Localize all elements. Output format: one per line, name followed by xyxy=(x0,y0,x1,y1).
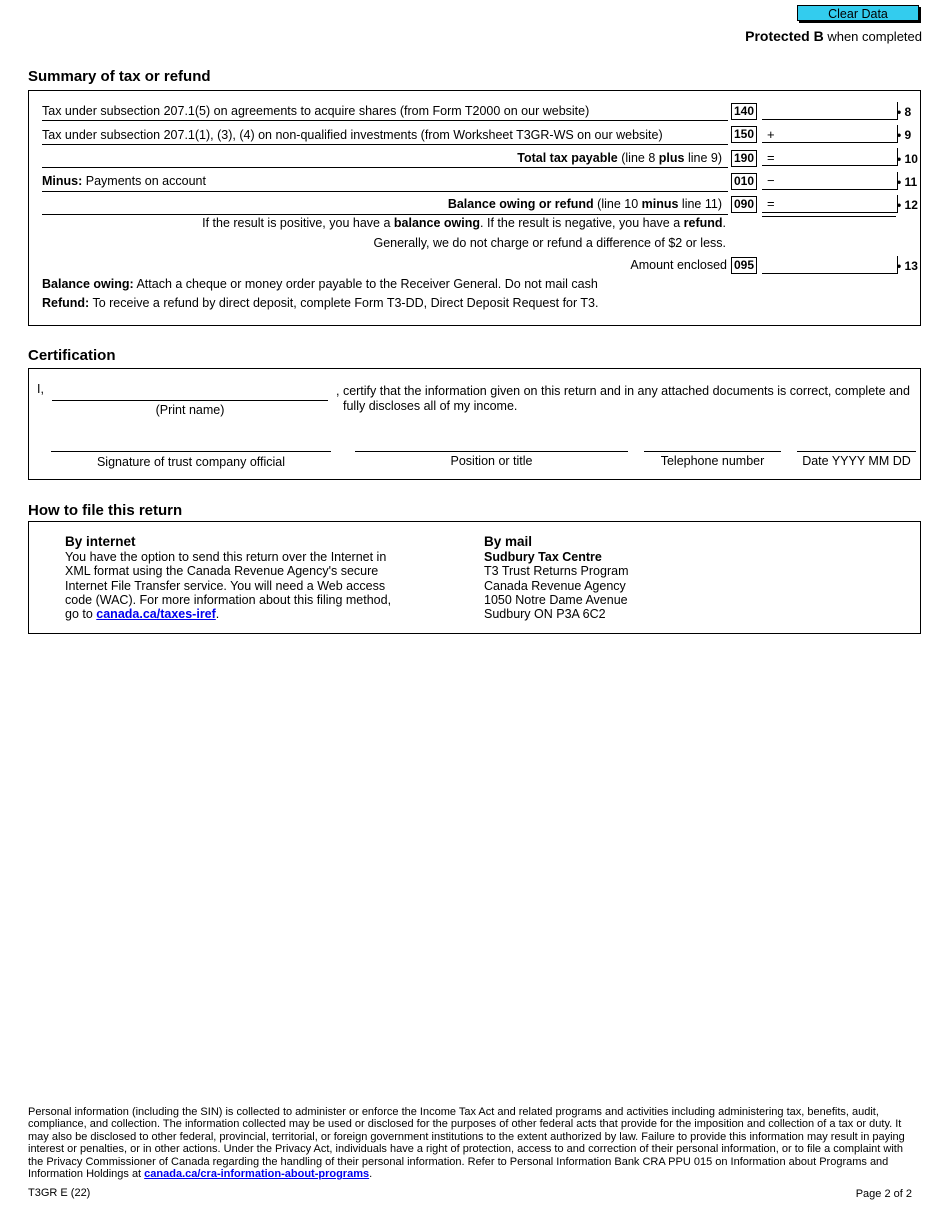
line-8-number: • 8 xyxy=(897,105,912,119)
certification-statement-2: fully discloses all of my income. xyxy=(343,399,518,413)
mail-address-line-2: Canada Revenue Agency xyxy=(484,578,626,593)
by-internet-section xyxy=(65,535,415,621)
refund-instruction: Refund: To receive a refund by direct deposit, complete Form T3-DD, Direct Deposit Request for T3. xyxy=(42,296,599,310)
by-mail-section xyxy=(484,535,784,621)
line-9-number: • 9 xyxy=(897,128,912,142)
summary-title: Summary of tax or refund xyxy=(28,68,211,85)
print-name-label: (Print name) xyxy=(155,403,225,417)
line-11-amount-field[interactable] xyxy=(762,172,898,190)
print-name-line xyxy=(52,400,328,401)
line-11-leader xyxy=(42,191,728,192)
amount-enclosed-field[interactable] xyxy=(762,256,898,274)
taxes-iref-link[interactable]: canada.ca/taxes-iref xyxy=(96,607,216,622)
tax-centre-name: Sudbury Tax Centre xyxy=(484,550,602,565)
cra-information-link[interactable]: canada.ca/cra-information-about-programs xyxy=(144,1168,370,1181)
balance-owing-instruction: Balance owing: Attach a cheque or money order payable to the Receiver General. Do not mail cash xyxy=(42,277,598,291)
line-10-label: Total tax payable (line 8 plus line 9) xyxy=(517,151,722,165)
certification-i: I, xyxy=(37,382,44,396)
line-12-code: 090 xyxy=(731,196,757,213)
line-12-amount-field[interactable] xyxy=(762,195,898,213)
line-8-amount-field[interactable] xyxy=(762,102,898,120)
line-13-number: • 13 xyxy=(897,259,918,273)
line-9-leader xyxy=(42,144,728,145)
line-10-number: • 10 xyxy=(897,152,918,166)
position-field[interactable] xyxy=(355,435,628,451)
line-12-double-rule xyxy=(762,216,896,217)
by-mail-heading: By mail xyxy=(484,534,533,549)
line-9-plus-operator: + xyxy=(767,127,775,142)
internet-text-line-1: You have the option to send this return over the Internet in xyxy=(65,550,387,565)
date-line xyxy=(797,451,916,452)
line-11-label: Minus: Payments on account xyxy=(42,174,206,188)
line-9-code: 150 xyxy=(731,126,757,143)
how-to-file-title: How to file this return xyxy=(28,502,183,519)
amount-enclosed-label: Amount enclosed xyxy=(630,258,727,272)
telephone-field[interactable] xyxy=(644,435,781,451)
form-id: T3GR E (22) xyxy=(28,1187,91,1199)
line-10-leader xyxy=(42,167,728,168)
line-8-leader xyxy=(42,120,728,121)
internet-text-line-2: XML format using the Canada Revenue Agency's secure xyxy=(65,564,379,579)
line-11-number: • 11 xyxy=(897,175,918,189)
mail-address-line-1: T3 Trust Returns Program xyxy=(484,564,629,579)
telephone-label: Telephone number xyxy=(660,454,765,468)
line-12-number: • 12 xyxy=(897,198,918,212)
privacy-notice: Personal information (including the SIN) is collected to administer or enforce the Income Tax Act and related programs and activities including administering tax, benefits, audit, compliance, and collection. The information collected may be used or disclosed for the purposes of other federal acts that provide for the imposition and collection of a tax or duty. It may also be disclosed to other federal, provincial, territorial, or foreign government institutions to the extent authorized by law. Failure to provide this information may result in paying interest or penalties, or in other actions. Under the Privacy Act, individuals have a right of protection, access to and correction of their personal information, or to file a complaint with the Privacy Commissioner of Canada regarding the handling of their personal information. Refer to Personal Information Bank CRA PPU 015 on Information about Programs and Information Holdings at canada.ca/cra-information-about-programs. xyxy=(28,1106,905,1181)
line-9-label: Tax under subsection 207.1(1), (3), (4) on non-qualified investments (from Worksheet T3GR-WS on our website) xyxy=(42,128,663,142)
balance-refund-note: If the result is positive, you have a balance owing. If the result is negative, you have a refund. xyxy=(202,216,726,230)
line-10-code: 190 xyxy=(731,150,757,167)
line-13-code: 095 xyxy=(731,257,757,274)
line-9-amount-field[interactable] xyxy=(762,125,898,143)
date-field[interactable] xyxy=(797,435,916,451)
mail-address-line-4: Sudbury ON P3A 6C2 xyxy=(484,607,606,622)
print-name-field[interactable] xyxy=(52,383,328,399)
line-10-equals-operator: = xyxy=(767,150,775,165)
line-8-code: 140 xyxy=(731,103,757,120)
certification-title: Certification xyxy=(28,347,116,364)
line-11-code: 010 xyxy=(731,173,757,190)
signature-label: Signature of trust company official xyxy=(96,455,286,469)
line-12-leader xyxy=(42,214,728,215)
two-dollar-note: Generally, we do not charge or refund a difference of $2 or less. xyxy=(373,236,726,250)
internet-text-line-5: go to canada.ca/taxes-iref. xyxy=(65,607,220,622)
line-10-amount-field[interactable] xyxy=(762,148,898,166)
line-12-equals-operator: = xyxy=(767,196,775,211)
date-label: Date YYYY MM DD xyxy=(802,454,911,468)
internet-text-line-3: Internet File Transfer service. You will need a Web access xyxy=(65,578,386,593)
line-12-label: Balance owing or refund (line 10 minus line 11) xyxy=(447,197,722,211)
signature-line xyxy=(51,451,331,452)
certification-statement-1: , certify that the information given on this return and in any attached documents is correct, complete and xyxy=(336,384,910,398)
page-number: Page 2 of 2 xyxy=(855,1188,912,1200)
signature-field[interactable] xyxy=(51,435,331,451)
protected-b-label: Protected B when completed xyxy=(745,28,922,44)
line-8-label: Tax under subsection 207.1(5) on agreements to acquire shares (from Form T2000 on our website) xyxy=(42,104,590,118)
position-label: Position or title xyxy=(450,454,533,468)
internet-text-line-4: code (WAC). For more information about this filing method, xyxy=(65,592,392,607)
line-11-minus-operator: − xyxy=(767,173,775,188)
mail-address-line-3: 1050 Notre Dame Avenue xyxy=(484,592,628,607)
telephone-line xyxy=(644,451,781,452)
clear-data-button[interactable]: Clear Data xyxy=(797,5,919,21)
by-internet-heading: By internet xyxy=(65,534,136,549)
position-line xyxy=(355,451,628,452)
